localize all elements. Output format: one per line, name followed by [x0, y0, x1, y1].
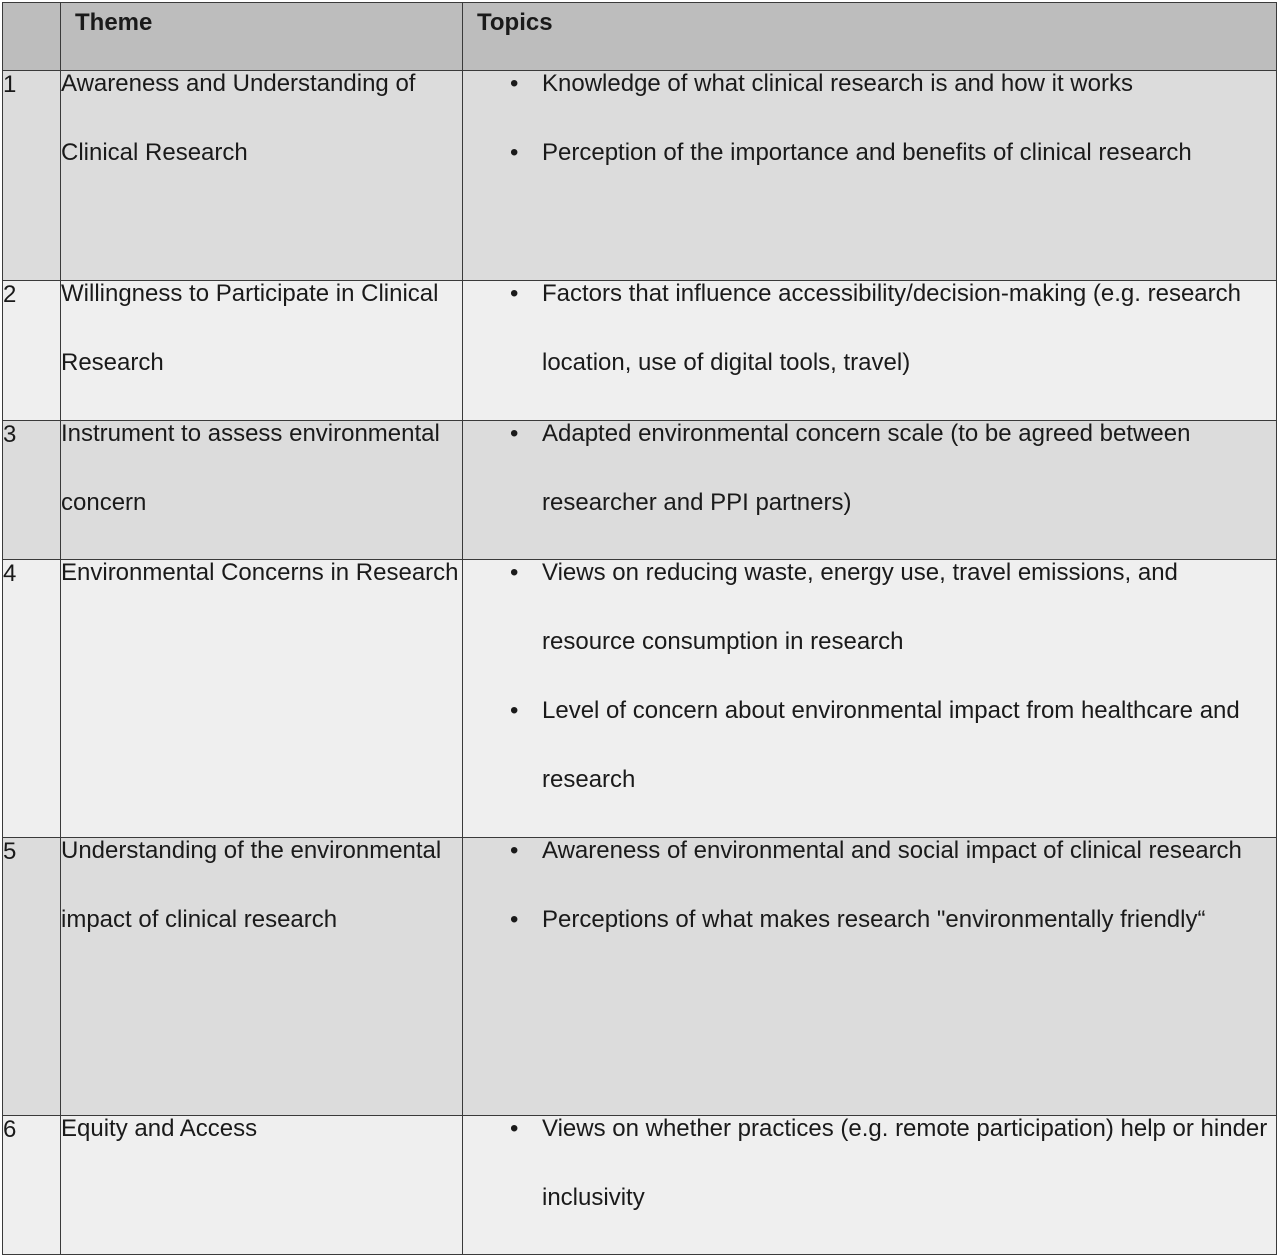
row-topics [463, 1116, 1277, 1255]
bullet-icon: • [510, 139, 519, 166]
row-number: 2 [3, 281, 61, 421]
bullet-icon: • [510, 906, 519, 933]
topic-item [463, 1094, 1276, 1232]
theme-text: Equity and Access [61, 1115, 258, 1142]
bullet-icon: • [510, 837, 519, 864]
table-row [3, 560, 1277, 838]
row-number: 6 [3, 1116, 61, 1255]
row-number: 5 [3, 838, 61, 1116]
header-topics: Topics [463, 3, 1277, 71]
topic-text: Perception of the importance and benefits of clinical research [542, 139, 1192, 166]
table-row [3, 1116, 1277, 1255]
bullet-icon: • [510, 559, 519, 586]
bullet-icon: • [510, 697, 519, 724]
row-theme [61, 1116, 463, 1255]
theme-text: Awareness and Understanding of Clinical Research [61, 70, 416, 166]
bullet-icon: • [510, 1115, 519, 1142]
topic-item [463, 885, 1276, 954]
bullet-icon: • [510, 70, 519, 97]
theme-text: Understanding of the environmental impact of clinical research [61, 837, 442, 933]
topic-item [463, 538, 1276, 676]
topic-text: Adapted environmental concern scale (to be agreed between researcher and PPI partners) [542, 420, 1191, 516]
header-theme: Theme [61, 3, 463, 71]
topic-text: Knowledge of what clinical research is and how it works [542, 70, 1133, 97]
topic-item [463, 49, 1276, 118]
topic-text: Factors that influence accessibility/decision-making (e.g. research location, use of digital tools, travel) [542, 280, 1241, 376]
row-theme [61, 71, 463, 281]
bullet-icon: • [510, 280, 519, 307]
topic-text: Level of concern about environmental impact from healthcare and research [542, 697, 1240, 793]
topic-text: Views on whether practices (e.g. remote participation) help or hinder inclusivity [542, 1115, 1268, 1211]
row-number: 1 [3, 71, 61, 281]
topic-item [463, 816, 1276, 885]
header-number [3, 3, 61, 71]
row-theme [61, 560, 463, 838]
topic-item [463, 118, 1276, 187]
topic-item [463, 259, 1276, 397]
topic-text: Views on reducing waste, energy use, travel emissions, and resource consumption in research [542, 559, 1178, 655]
bullet-icon: • [510, 420, 519, 447]
topic-item [463, 676, 1276, 814]
theme-text: Environmental Concerns in Research [61, 559, 459, 586]
row-theme [61, 838, 463, 1116]
row-topics [463, 71, 1277, 281]
topic-text: Awareness of environmental and social impact of clinical research [542, 837, 1242, 864]
row-topics [463, 838, 1277, 1116]
table-row [3, 838, 1277, 1116]
row-topics [463, 560, 1277, 838]
row-number: 4 [3, 560, 61, 838]
topic-text: Perceptions of what makes research "environmentally friendly“ [542, 906, 1206, 933]
topic-item [463, 399, 1276, 537]
table-row [3, 71, 1277, 281]
themes-table [2, 2, 1277, 1255]
theme-text: Willingness to Participate in Clinical Research [61, 280, 439, 376]
theme-text: Instrument to assess environmental concern [61, 420, 440, 516]
row-number: 3 [3, 421, 61, 560]
